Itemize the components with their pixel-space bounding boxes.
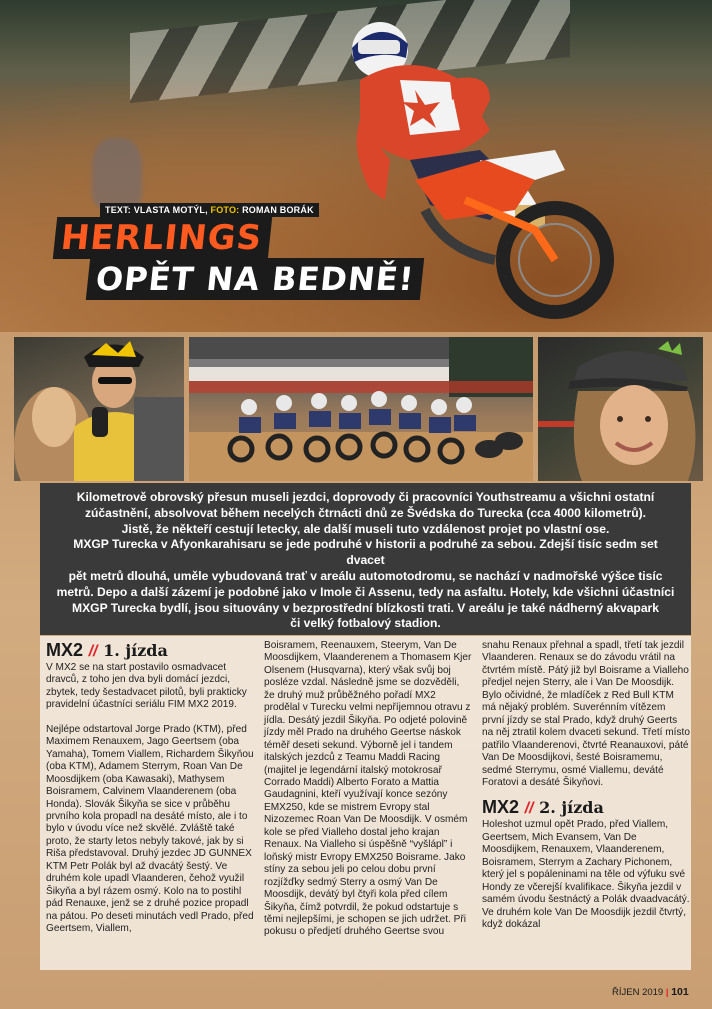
lead-line: Jistě, že někteří cestují letecky, ale další museli tuto vzdálenost projet po vlastní ose. (121, 521, 610, 536)
page-footer (612, 986, 689, 998)
hero-motorcycle-illustration (405, 140, 620, 320)
photo-portrait (538, 337, 703, 481)
photo-credit (100, 203, 319, 217)
photo-race-start (189, 337, 533, 481)
headline-line-1: HERLINGS (53, 217, 272, 259)
photo-portrait-illustration (538, 337, 703, 481)
section-heading-mx2-race1: MX2 // 1. jízda (46, 640, 168, 660)
credit-photo-name: ROMAN BORÁK (242, 205, 314, 215)
paragraph: V MX2 se na start postavilo osmadvacet dravců, z toho jen dva byli domácí jezdci, zbytek, tedy šestadvacet pilotů, byli prakticky pravidelní účastníci seriálu FIM MX2 2019. (46, 662, 247, 711)
article-column-1 (46, 640, 254, 936)
issue-date: ŘÍJEN 2019 (612, 987, 664, 998)
article-body (40, 636, 691, 970)
section-heading-mx2-race2: MX2 // 2. jízda (482, 797, 604, 818)
photo-race-start-illustration (189, 337, 533, 481)
photo-interview-illustration (14, 337, 184, 481)
lead-line: pět metrů dlouhá, uměle vybudovaná trať v areálu automotodromu, se nachází v nadmořské výšce tisíc (68, 568, 663, 583)
photo-interview (14, 337, 184, 481)
credit-text-name: VLASTA MOTÝL, (133, 205, 208, 215)
paragraph: Boisramem, Reenauxem, Steerym, Van De Moosdijkem, Vlaanderenem a Thomasem Kjer Olsenem (Husqvarna), který však svůj boj posléze vzdal. Následně jsme se dozvěděli, že druhý muž průběžného pořadí MX2 prodělal v Turecku velmi nepříjemnou otravu z jídla. Desátý jezdil Šikyňa. Po odjeté polovině jízdy měl Prado na druhého Geertse náskok téměř deseti sekund. Výborně jel i tandem italských jezdců z Teamu Maddi Racing (majitel je legendární italský motokrosař Corrado Maddi) Alberto Forato a Mattia Gaudagnini, kteří využívají konce sezóny EMX250, kde se mistrem Evropy stal Nizozemec Roan Van De Moosdijk. V osmém kole se před Vialleho dostal jeho krajan Renaux. Na Vialleho si úspěšně “vyšlápl” i loňský mistr Evropy EMX250 Boisrame. Jako stíny za sebou jeli po celou dobu první rozjížďky sedmý Sterry a osmý Van De Moosdijk, devátý byl čtyři kola před cílem Šikyňa, čímž potvrdil, že pokud odstartuje s těmi nejlepšími, je schopen se jich udržet. Při pokusu o předjetí druhého Geertse svou (264, 640, 472, 938)
credit-photo-label: FOTO: (210, 205, 240, 215)
lead-line: metrů. Depo a další zázemí je podobné jako v Imole či Assenu, tedy na asfaltu. Hotely, kde všichni účastníci (56, 584, 675, 599)
article-column-2 (264, 640, 472, 939)
lead-line: MXGP Turecka v Afyonkarahisaru se jede podruhé v historii a podruhé za sebou. Zdejší tisíc sedm set dvacet (73, 537, 658, 568)
lead-line: Kilometrově obrovský přesun museli jezdci, doprovody či pracovníci Youthstreamu a všichni ostatní (76, 490, 655, 504)
page-number: 101 (671, 986, 689, 998)
credit-text-label: TEXT: (105, 205, 132, 215)
footer-divider: | (665, 987, 672, 998)
lead-line: MXGP Turecka bydlí, jsou situovány v bezprostřední blízkosti trati. V areálu je také nádherný akvapark (72, 600, 659, 615)
lead-line: či velký fotbalový stadion. (290, 616, 441, 631)
paragraph: Holeshot uzmul opět Prado, před Viallem, Geertsem, Mich Evansem, Van De Moosdijkem, Renauxem, Vlaanderenem, Boisramem, Sterrym a Zachary Pichonem, který jel s popáleninami na těle od výfuku své Hondy ze včerejší kvalifikace. Šikyňa jezdil v samém úvodu šestnáctý a Polák dvaadvacátý. Ve druhém kole Van De Moosdijk jezdil čtvrtý, když dokázal (482, 819, 690, 931)
article-lead (40, 483, 691, 635)
lead-line: zúčastnění, absolvovat během necelých čtrnácti dnů ze Švédska do Turecka (cca 4000 kilometrů). (84, 505, 646, 520)
hero-photo (0, 0, 712, 332)
hero-background-rider (92, 138, 142, 208)
paragraph: snahu Renaux přehnal a spadl, třetí tak jezdil Vlaanderen. Renaux se do závodu vrátil na čtvrtém místě. Pátý již byl Boisrame a Vialleho předjel nejen Sterry, ale i Van De Moosdijk. Bylo očividné, že mladíček z Red Bull KTM má nějaký problém. Suverénním vítězem první jízdy se stal Prado, když druhý Geerts na něj ztratil kolem dvaceti sekund. Třetí místo patřilo Vlaanderenovi, čtvrté Reanauxovi, páté Van De Moosdijkovi, šesté Boisramemu, sedmé Sterrymu, osmé Viallemu, deváté Foratovi a desáté Šikyňovi. (482, 640, 690, 788)
headline-line-2: OPĚT NA BEDNĚ! (86, 258, 425, 300)
article-column-3 (482, 640, 690, 932)
paragraph: Nejlépe odstartoval Jorge Prado (KTM), před Maximem Renauxem, Jago Geertsem (oba Yamaha), Tomem Viallem, Richardem Šikyňou (oba KTM), Adamem Sterrym, Roan Van De Moosdijkem (oba Kawasaki), Mathysem Boisramem, Calvinem Vlaanderenem (oba Honda). Slovák Šikyňa se sice v průběhu prvního kola propadl na desáté místo, ale i to bylo v úvodu více než skvělé. Zvláště také proto, že starty letos nebyly takové, jak by si Riša představoval. Druhý jezdec JD GUNNEX KTM Petr Polák byl až dvacátý šestý. Ve druhém kole upadl Vlaanderen, čehož využil Šikyňa a byl rázem osmý. Kolo na to postihl pád Renauxe, jenž se z druhé pozice propadl na pátou. Po deseti minutách vedl Prado, před Geertsem, Viallem, (46, 723, 254, 935)
